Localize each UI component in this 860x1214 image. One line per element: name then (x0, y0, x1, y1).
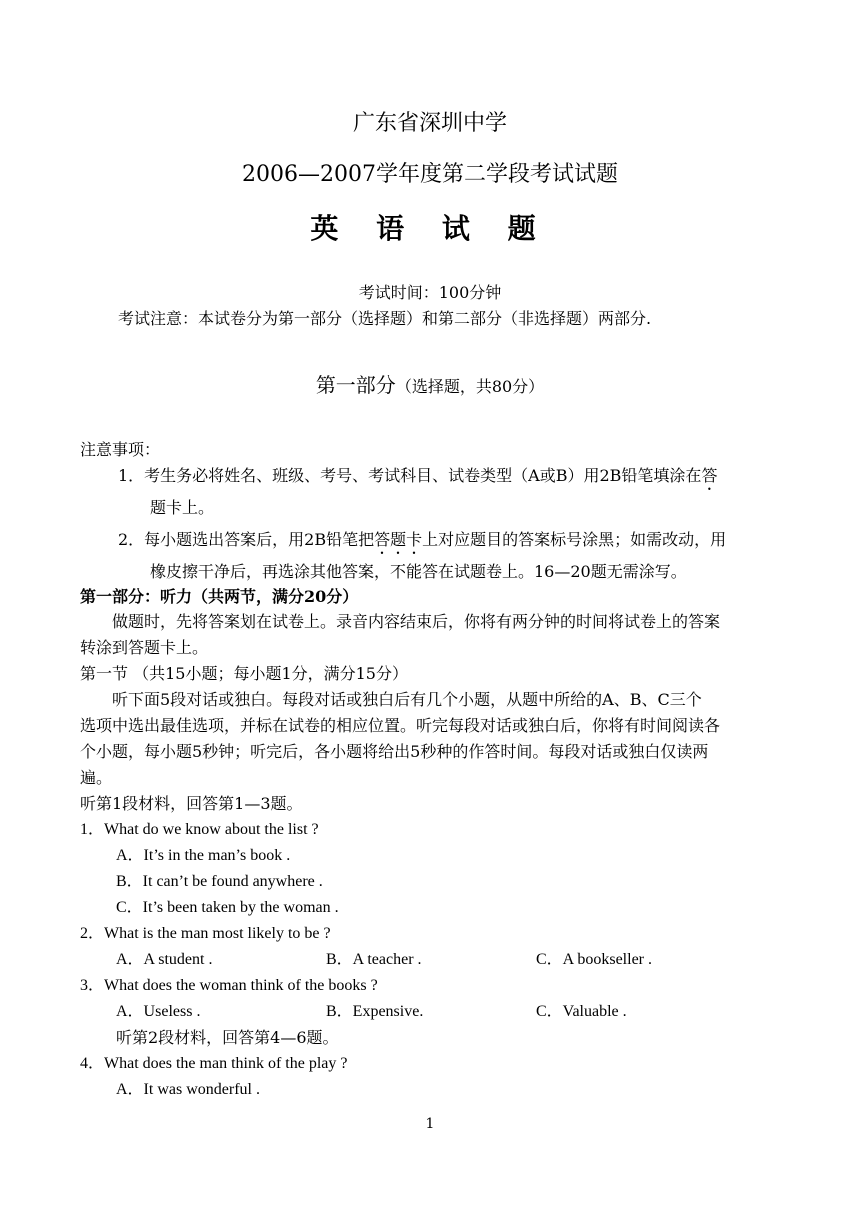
exam-time: 考试时间：100分钟 (358, 283, 502, 302)
school-name: 广东省深圳中学 (352, 111, 507, 136)
note-1-emphasis: 答 (701, 466, 718, 485)
listening-heading: 第一部分：听力（共两节，满分20分） (80, 587, 359, 606)
question-4-option-a: A．It was wonderful . (116, 1081, 260, 1098)
question-2: 2．What is the man most likely to be ? (80, 925, 331, 942)
directions-line-2: 选项中选出最佳选项，并标在试卷的相应位置。听完每段对话或独白后，你将有时间阅读各 (80, 716, 721, 735)
part-one-heading (0, 372, 860, 400)
listening-intro-2: 转涂到答题卡上。 (80, 638, 209, 657)
subject-title: 英 语 试 题 (310, 212, 550, 245)
note-2-line-2: 橡皮擦干净后，再选涂其他答案，不能答在试题卷上。16—20题无需涂写。 (150, 562, 687, 581)
note-1-line-1 (118, 466, 717, 494)
question-3-option-a: A．Useless . (116, 1003, 201, 1020)
question-3: 3．What does the woman think of the books ? (80, 977, 378, 994)
note-1-text: 1．考生务必将姓名、班级、考号、考试科目、试卷类型（A或B）用2B铅笔填涂在 (118, 466, 702, 485)
question-1-option-b: B．It can’t be found anywhere . (116, 873, 323, 890)
exam-notice: 考试注意：本试卷分为第一部分（选择题）和第二部分（非选择题）两部分. (118, 309, 652, 328)
directions-line-3: 个小题，每小题5秒钟；听完后，各小题将给出5秒种的作答时间。每段对话或独白仅读两 (80, 742, 709, 761)
question-3-option-b: B．Expensive. (326, 1003, 424, 1020)
note-2-line-1 (118, 530, 726, 558)
exam-term-title: 2006—2007学年度第二学段考试试题 (242, 162, 618, 187)
question-3-option-c: C．Valuable . (536, 1003, 627, 1020)
note-2-emphasis: 答题卡 (374, 530, 423, 549)
question-1: 1．What do we know about the list ? (80, 821, 319, 838)
directions-line-1: 听下面5段对话或独白。每段对话或独白后有几个小题，从题中所给的A、B、C三个 (112, 690, 702, 709)
part-one-subtitle: （选择题，共80分） (395, 377, 545, 396)
section-one-heading: 第一节 （共15小题；每小题1分，满分15分） (80, 664, 408, 683)
page-number: 1 (425, 1116, 435, 1132)
material-2-label: 听第2段材料，回答第4—6题。 (116, 1028, 339, 1047)
question-1-option-a: A．It’s in the man’s book . (116, 847, 291, 864)
question-2-option-c: C．A bookseller . (536, 951, 652, 968)
part-one-title: 第一部分 (315, 373, 396, 397)
listening-intro-1: 做题时，先将答案划在试卷上。录音内容结束后，你将有两分钟的时间将试卷上的答案 (112, 612, 721, 631)
note-2-text-b: 上对应题目的答案标号涂黑；如需改动，用 (422, 530, 727, 549)
question-2-option-b: B．A teacher . (326, 951, 422, 968)
note-1-line-2: 题卡上。 (150, 498, 215, 517)
note-2-text-a: 2．每小题选出答案后，用2B铅笔把 (118, 530, 375, 549)
question-4: 4．What does the man think of the play ? (80, 1055, 348, 1072)
directions-line-4: 遍。 (80, 768, 113, 787)
question-2-option-a: A．A student . (116, 951, 213, 968)
material-1-label: 听第1段材料，回答第1—3题。 (80, 794, 303, 813)
question-1-option-c: C．It’s been taken by the woman . (116, 899, 339, 916)
notes-heading: 注意事项： (80, 440, 161, 459)
